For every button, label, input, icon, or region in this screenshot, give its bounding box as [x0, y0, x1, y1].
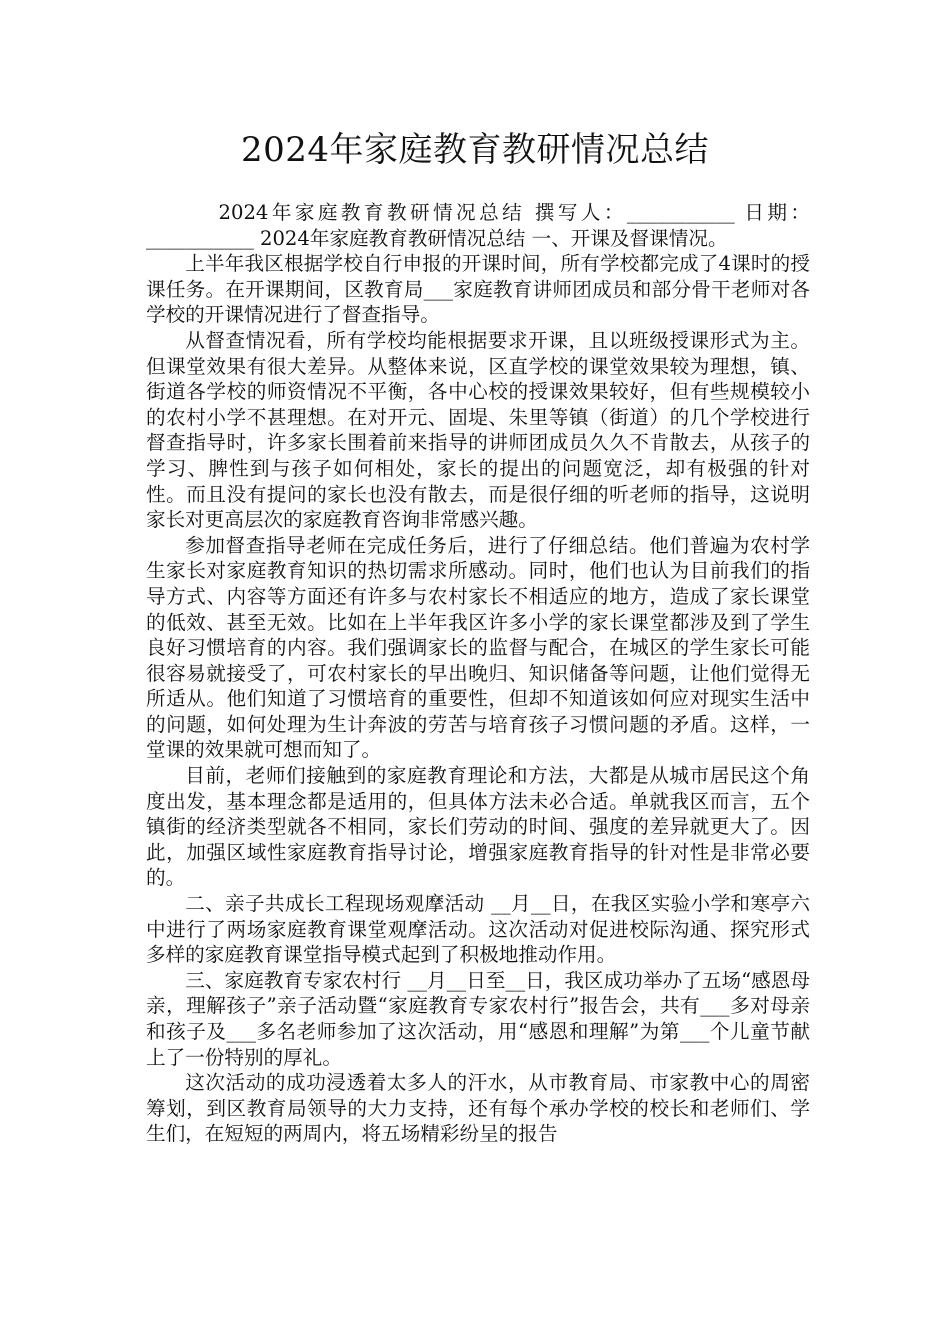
paragraph: 这次活动的成功浸透着太多人的汗水，从市教育局、市家教中心的周密筹划，到区教育局领导的大力支持，还有每个承办学校的校长和老师们、学生们，在短短的两周内，将五场精彩纷呈的报告 — [146, 1071, 810, 1146]
paragraph-section-two: 二、亲子共成长工程现场观摩活动 __月__日，在我区实验小学和寒亭六中进行了两场家庭教育课堂观摩活动。这次活动对促进校际沟通、探究形式多样的家庭教育课堂指导模式起到了积极地推动作用。 — [146, 892, 810, 967]
paragraph: 目前，老师们接触到的家庭教育理论和方法，大都是从城市居民这个角度出发，基本理念都是适用的，但具体方法未必合适。单就我区而言，五个镇街的经济类型就各不相同，家长们劳动的时间、强度的差异就更大了。因此，加强区域性家庭教育指导讨论，增强家庭教育指导的针对性是非常必要的。 — [146, 764, 810, 890]
document-body — [146, 200, 810, 1147]
document-title: 2024年家庭教育教研情况总结 — [240, 130, 710, 170]
paragraph: 参加督查指导老师在完成任务后，进行了仔细总结。他们普遍为农村学生家长对家庭教育知识的热切需求所感动。同时，他们也认为目前我们的指导方式、内容等方面还有许多与农村家长不相适应的地方，造成了家长课堂的低效、甚至无效。比如在上半年我区许多小学的家长课堂都涉及到了学生良好习惯培育的内容。我们强调家长的监督与配合，在城区的学生家长可能很容易就接受了，可农村家长的早出晚归、知识储备等问题，让他们觉得无所适从。他们知道了习惯培育的重要性，但却不知道该如何应对现实生活中的问题，如何处理为生计奔波的劳苦与培育孩子习惯问题的矛盾。这样，一堂课的效果就可想而知了。 — [146, 533, 810, 762]
paragraph-header-meta: 2024年家庭教育教研情况总结 撰写人：___________ 日期：___________ 2024年家庭教育教研情况总结 一、开课及督课情况。 — [146, 201, 810, 250]
paragraph: 上半年我区根据学校自行申报的开课时间，所有学校都完成了4课时的授课任务。在开课期间，区教育局___家庭教育讲师团成员和部分骨干老师对各学校的开课情况进行了督查指导。 — [146, 252, 810, 327]
paragraph-section-three: 三、家庭教育专家农村行 __月__日至__日，我区成功举办了五场“感恩母亲，理解孩子”亲子活动暨“家庭教育专家农村行”报告会，共有___多对母亲和孩子及___多名老师参加了这次活动，用“感恩和理解”为第___个儿童节献上了一份特别的厚礼。 — [146, 968, 810, 1069]
paragraph: 从督查情况看，所有学校均能根据要求开课，且以班级授课形式为主。但课堂效果有很大差异。从整体来说，区直学校的课堂效果较为理想，镇、街道各学校的师资情况不平衡，各中心校的授课效果较好，但有些规模较小的农村小学不甚理想。在对开元、固堤、朱里等镇（街道）的几个学校进行督查指导时，许多家长围着前来指导的讲师团成员久久不肯散去，从孩子的学习、脾性到与孩子如何相处，家长的提出的问题宽泛，却有极强的针对性。而且没有提问的家长也没有散去，而是很仔细的听老师的指导，这说明家长对更高层次的家庭教育咨询非常感兴趣。 — [146, 328, 810, 532]
